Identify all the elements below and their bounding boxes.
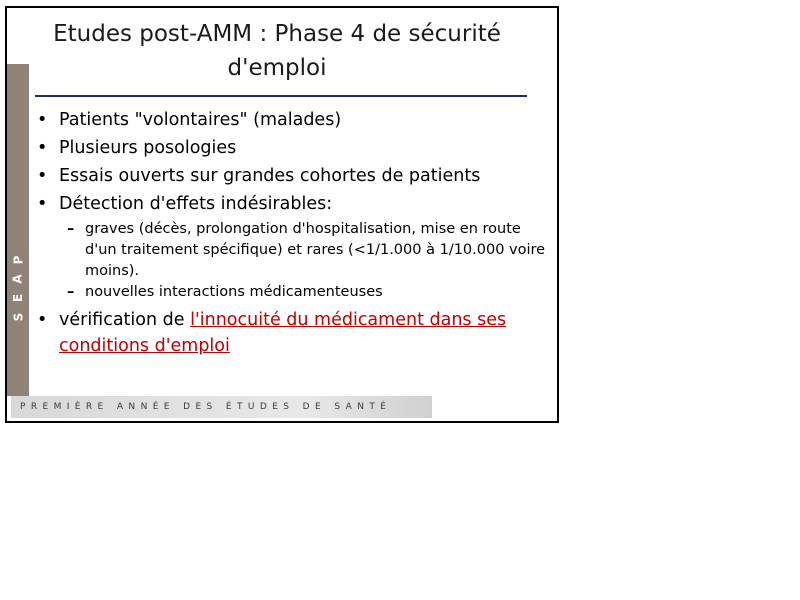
side-letter: A bbox=[10, 274, 25, 284]
bullet-text: Plusieurs posologies bbox=[59, 138, 237, 158]
bullet-dot-icon: • bbox=[37, 138, 48, 158]
bullet-text: Détection d'effets indésirables: bbox=[59, 194, 333, 214]
footer-text: PREMIÈRE ANNÉE DES ÉTUDES DE SANTÉ bbox=[20, 402, 392, 412]
bullet-dot-icon: • bbox=[37, 166, 48, 186]
bullet-item bbox=[37, 107, 552, 133]
sub-bullet-item bbox=[67, 219, 552, 282]
bullet-dot-icon: • bbox=[37, 194, 48, 214]
paes-side-bar bbox=[7, 64, 29, 396]
side-letter: E bbox=[10, 293, 25, 303]
side-letter: P bbox=[10, 255, 25, 265]
sub-bullet-item bbox=[67, 282, 552, 303]
slide-content bbox=[37, 107, 552, 361]
dash-icon: – bbox=[67, 284, 75, 300]
bullet-text: Essais ouverts sur grandes cohortes de patients bbox=[59, 166, 481, 186]
slide bbox=[5, 6, 559, 423]
footer-banner bbox=[11, 396, 432, 418]
bullet-item bbox=[37, 135, 552, 161]
slide-title-line1: Etudes post-AMM : Phase 4 de sécurité bbox=[53, 21, 501, 47]
paes-side-label bbox=[7, 254, 29, 323]
bullet-prefix: vérification de bbox=[59, 310, 191, 330]
bullet-item bbox=[37, 307, 552, 359]
side-letter: S bbox=[11, 312, 25, 322]
sub-bullet-text: graves (décès, prolongation d'hospitalisation, mise en route d'un traitement spécifique) et rares (<1/1.000 à 1/10.000 voire moins). bbox=[85, 221, 546, 279]
slide-title bbox=[37, 17, 517, 85]
innocuite-link[interactable]: l'innocuité du médicament dans ses conditions d'emploi bbox=[59, 310, 507, 356]
dash-icon: – bbox=[67, 221, 75, 237]
slide-title-line2: d'emploi bbox=[227, 55, 327, 81]
bullet-item bbox=[37, 163, 552, 189]
bullet-item bbox=[37, 191, 552, 217]
bullet-dot-icon: • bbox=[37, 310, 48, 330]
bullet-text: Patients "volontaires" (malades) bbox=[59, 110, 342, 130]
title-divider bbox=[35, 95, 527, 97]
bullet-text bbox=[59, 307, 552, 359]
sub-bullet-text: nouvelles interactions médicamenteuses bbox=[85, 284, 383, 300]
bullet-dot-icon: • bbox=[37, 110, 48, 130]
